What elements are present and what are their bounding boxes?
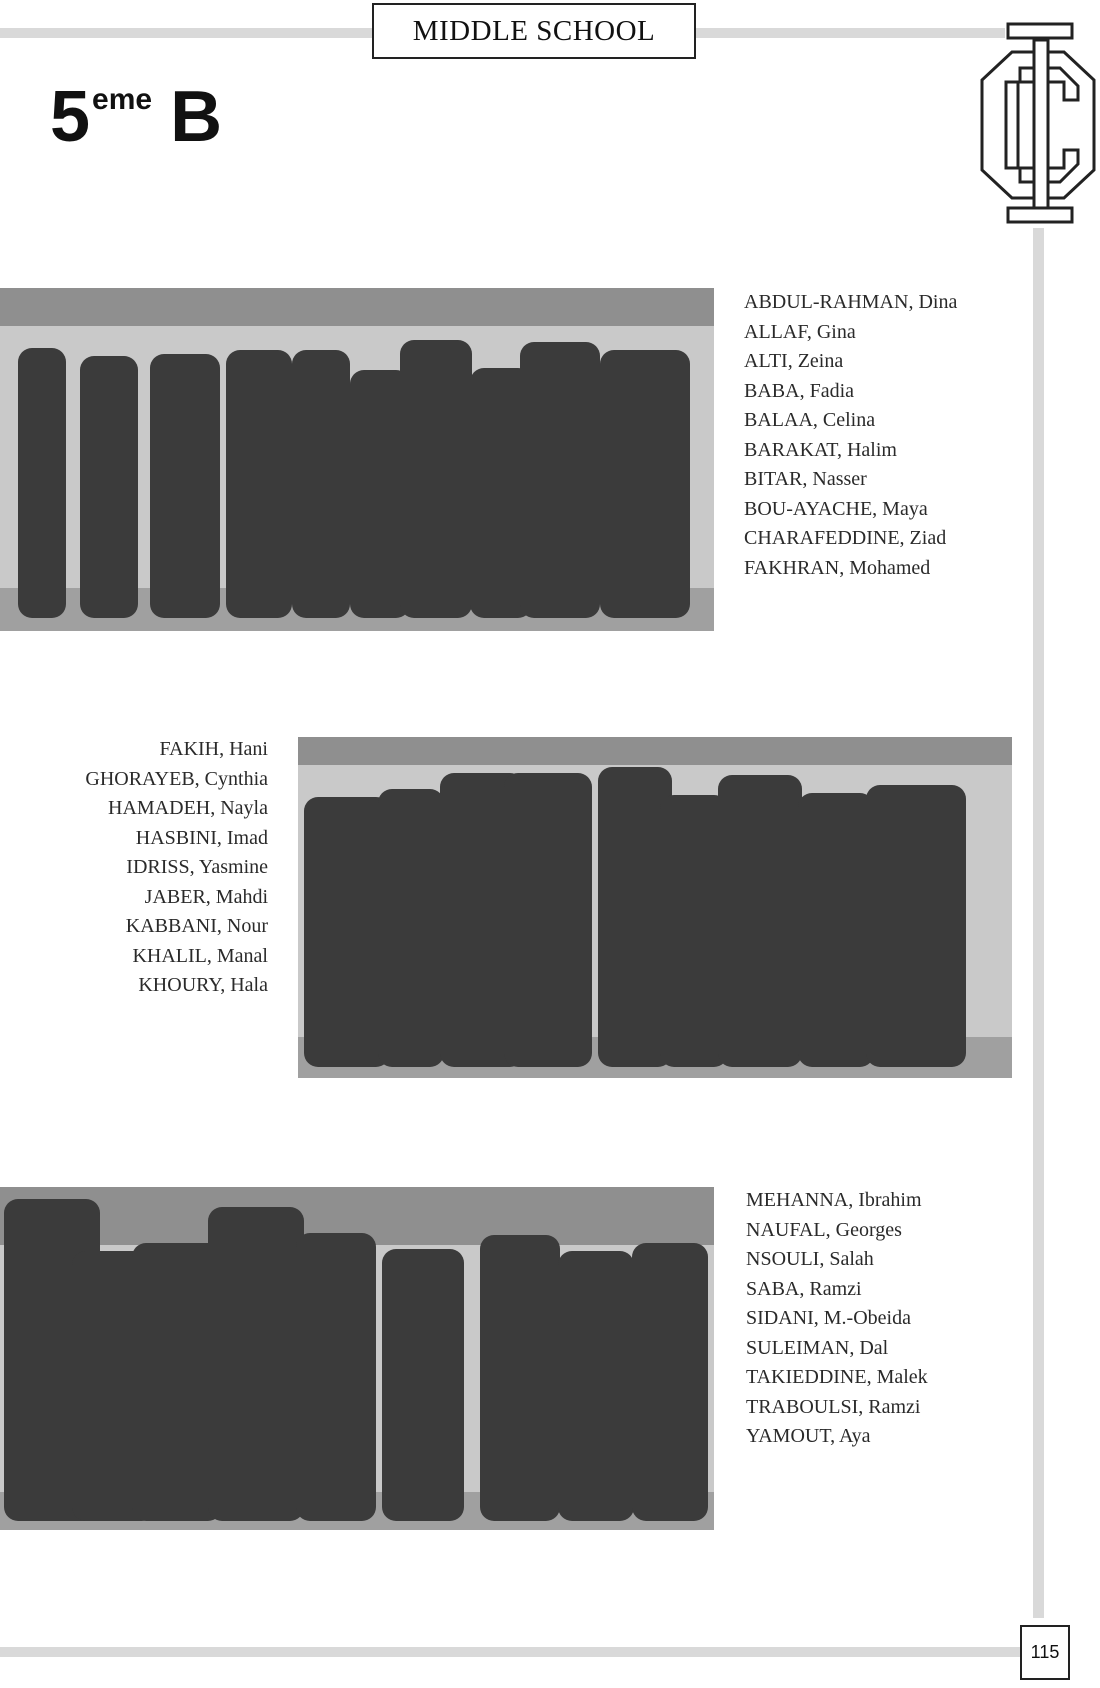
list-item: FAKIH, Hani xyxy=(159,738,268,760)
list-item: CHARAFEDDINE, Ziad xyxy=(744,527,947,549)
list-item: KHALIL, Manal xyxy=(132,944,268,967)
list-item: KHOURY, Hala xyxy=(138,974,268,996)
list-item: HASBINI, Imad xyxy=(135,826,268,849)
list-item: NSOULI, Salah xyxy=(746,1248,874,1270)
list-item: GHORAYEB, Cynthia xyxy=(85,767,268,790)
group-photo-2 xyxy=(298,737,1012,1078)
list-item: BARAKAT, Halim xyxy=(744,438,897,461)
class-title xyxy=(50,76,222,158)
list-item: FAKHRAN, Mohamed xyxy=(744,556,931,579)
list-item: HAMADEH, Nayla xyxy=(108,797,268,819)
list-item: TAKIEDDINE, Malek xyxy=(746,1366,928,1388)
group-photo-1 xyxy=(0,288,714,631)
list-item: NAUFAL, Georges xyxy=(746,1218,902,1241)
page-number-box xyxy=(1020,1625,1070,1680)
ic-monogram-logo-icon xyxy=(976,22,1100,229)
page-number: 115 xyxy=(1030,1642,1060,1662)
name-list-2 xyxy=(85,735,268,1001)
list-item: ALLAF, Gina xyxy=(744,320,856,343)
list-item: BABA, Fadia xyxy=(744,379,854,402)
name-list-3 xyxy=(746,1186,928,1452)
section-header-label: MIDDLE SCHOOL xyxy=(412,14,656,47)
list-item: MEHANNA, Ibrahim xyxy=(746,1189,922,1211)
list-item: JABER, Mahdi xyxy=(144,885,268,908)
list-item: SIDANI, M.-Obeida xyxy=(746,1307,911,1329)
right-rule xyxy=(1033,228,1044,1618)
list-item: SABA, Ramzi xyxy=(746,1277,862,1300)
list-item: BOU-AYACHE, Maya xyxy=(744,497,928,520)
list-item: KABBANI, Nour xyxy=(125,915,268,937)
list-item: IDRISS, Yasmine xyxy=(126,856,268,878)
class-number: 5 xyxy=(50,77,91,157)
section-header xyxy=(372,3,696,59)
class-section: B xyxy=(170,77,223,157)
group-photo-3 xyxy=(0,1187,714,1530)
name-list-1 xyxy=(744,288,957,583)
bottom-rule xyxy=(0,1647,1020,1657)
class-suffix: eme xyxy=(92,83,153,116)
list-item: ALTI, Zeina xyxy=(744,350,844,372)
list-item: SULEIMAN, Dal xyxy=(746,1336,889,1359)
list-item: BITAR, Nasser xyxy=(744,468,867,490)
list-item: ABDUL-RAHMAN, Dina xyxy=(744,291,958,313)
list-item: BALAA, Celina xyxy=(744,409,876,431)
list-item: YAMOUT, Aya xyxy=(746,1425,871,1447)
list-item: TRABOULSI, Ramzi xyxy=(746,1395,921,1418)
